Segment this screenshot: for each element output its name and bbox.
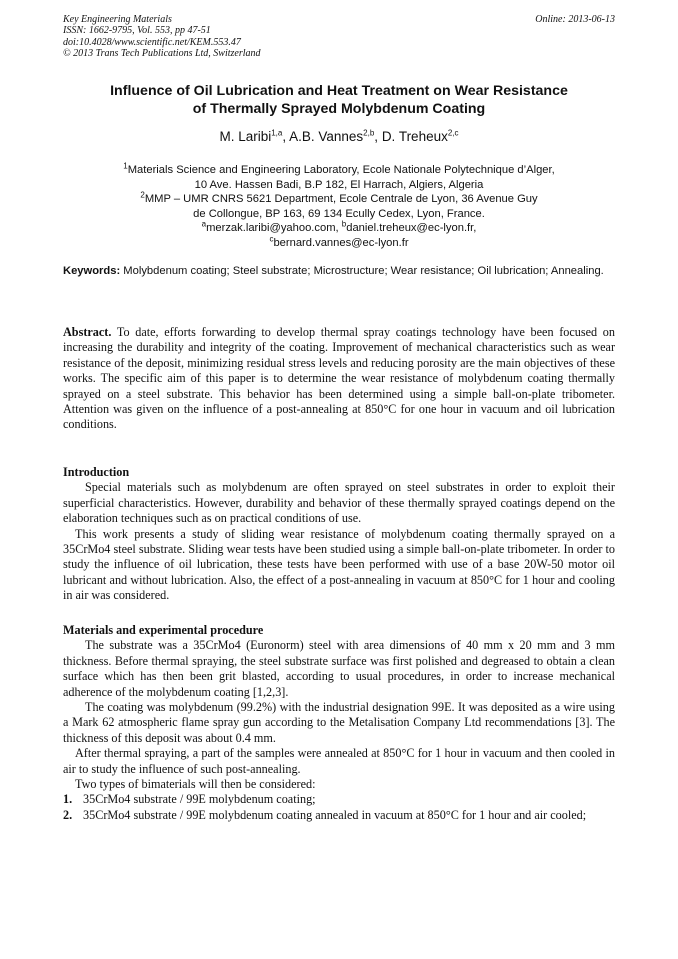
author-name: A.B. Vannes — [289, 129, 364, 144]
affiliation-1-marker: 1 — [123, 161, 128, 171]
list-item — [63, 792, 615, 807]
affiliations — [40, 163, 638, 251]
author-list — [40, 128, 638, 146]
abstract — [63, 325, 615, 433]
paragraph: Special materials such as molybdenum are often sprayed on steel substrates in order to exploit their superficial characteristics. However, durability and behavior of these thermally sprayed coatings depend on the elaboration techniques such as on practical conditions of use. — [63, 480, 615, 526]
materials-section — [63, 623, 615, 823]
keywords-label: Keywords: — [63, 265, 121, 277]
journal-header — [63, 14, 615, 60]
affiliation-2-marker: 2 — [140, 190, 145, 200]
email-c: bernard.vannes@ec-lyon.fr — [273, 236, 409, 249]
paragraph: After thermal spraying, a part of the samples were annealed at 850°C for 1 hour in vacuum and then cooled in air to study the influence of such post-annealing. — [63, 746, 615, 776]
author-name: D. Treheux — [381, 129, 448, 144]
list-number: 2. — [63, 807, 73, 822]
author-emails — [40, 221, 638, 236]
introduction-section — [63, 465, 615, 604]
author-separator: , — [282, 129, 290, 144]
author-superscript: 2,c — [447, 128, 459, 138]
author-email-c — [40, 236, 638, 251]
email-marker-b: b — [341, 219, 347, 229]
list-item-text: 35CrMo4 substrate / 99E molybdenum coating; — [83, 792, 316, 807]
affiliation-2-line-1: MMP – UMR CNRS 5621 Department, Ecole Centrale de Lyon, 36 Avenue Guy — [144, 193, 538, 206]
affiliation-1 — [40, 163, 638, 178]
list-number: 1. — [63, 792, 73, 807]
list-item-text: 35CrMo4 substrate / 99E molybdenum coating annealed in vacuum at 850°C for 1 hour and air cooled; — [83, 807, 587, 822]
paragraph: The substrate was a 35CrMo4 (Euronorm) steel with area dimensions of 40 mm x 20 mm and 3 mm thickness. Before thermal spraying, the steel substrate surface was first polished and degreased to obtain a clean surface which has then been grit blasted, according to usual procedures, in order to increase mechanical adherence of the molybdenum coating [1,2,3]. — [63, 638, 615, 699]
paper-title — [40, 82, 638, 118]
online-date: Online: 2013-06-13 — [535, 14, 615, 25]
author-name: M. Laribi — [219, 129, 272, 144]
paragraph: The coating was molybdenum (99.2%) with the industrial designation 99E. It was deposited as a wire using a Mark 62 atmospheric flame spray gun according to the Metalisation Company Ltd recommendations [3]. The thickness of this deposit was about 0.4 mm. — [63, 700, 615, 745]
journal-name: Key Engineering Materials — [63, 14, 172, 25]
abstract-text: To date, efforts forwarding to develop thermal spray coatings technology have been focused on increasing the durability and integrity of the coating. Improvement of mechanical characteristics such as wear resistance of the deposit, minimizing residual stress levels and reducing porosity are the main objectives of these works. The specific aim of this paper is to determine the wear resistance of molybdenum coating thermally sprayed on a steel substrate. This behavior has been determined using a simple ball-on-plate tribometer. Attention was given on the influence of a post-annealing at 850°C for one hour in vacuum and oil lubrication conditions. — [63, 325, 615, 432]
section-heading-materials: Materials and experimental procedure — [63, 623, 264, 637]
keywords — [63, 264, 615, 279]
author-superscript: 2,b — [363, 128, 375, 138]
paragraph: This work presents a study of sliding wear resistance of molybdenum coating thermally sprayed on a 35CrMo4 steel substrate. Sliding wear tests have been studied using a simple ball-on-plate tribometer. In order to study the influence of oil lubrication, these tests have been performed with use of a base 20W-50 motor oil lubricant and without lubrication. Also, the effect of a post-annealing in vacuum at 850°C for 1 hour and cooling in air was considered. — [63, 526, 615, 603]
author-separator: , — [374, 129, 382, 144]
abstract-label: Abstract. — [63, 325, 112, 339]
list-item — [63, 808, 615, 823]
email-marker-c: c — [269, 234, 274, 244]
paper-title-line-2: of Thermally Sprayed Molybdenum Coating — [192, 101, 486, 117]
journal-issn: ISSN: 1662-9795, Vol. 553, pp 47-51 — [63, 25, 211, 37]
keywords-text: Molybdenum coating; Steel substrate; Microstructure; Wear resistance; Oil lubrication; Annealing. — [120, 265, 604, 277]
journal-doi: doi:10.4028/www.scientific.net/KEM.553.47 — [63, 36, 241, 48]
author-superscript: 1,a — [271, 128, 283, 138]
email-marker-a: a — [201, 219, 207, 229]
email-b: daniel.treheux@ec-lyon.fr, — [346, 222, 477, 235]
paragraph: Two types of bimaterials will then be considered: — [75, 777, 316, 792]
email-a: merzak.laribi@yahoo.com, — [206, 222, 342, 235]
journal-copyright: © 2013 Trans Tech Publications Ltd, Switzerland — [63, 48, 261, 60]
affiliation-1-address: 10 Ave. Hassen Badi, B.P 182, El Harrach, Algiers, Algeria — [194, 178, 484, 191]
affiliation-1-line-1: Materials Science and Engineering Laboratory, Ecole Nationale Polytechnique d’Alger, — [127, 164, 555, 176]
paper-title-line-1: Influence of Oil Lubrication and Heat Treatment on Wear Resistance — [110, 83, 568, 99]
affiliation-2-address: de Collongue, BP 163, 69 134 Ecully Cedex, Lyon, France. — [193, 207, 485, 220]
affiliation-2 — [40, 192, 638, 207]
section-heading-introduction: Introduction — [63, 465, 130, 479]
